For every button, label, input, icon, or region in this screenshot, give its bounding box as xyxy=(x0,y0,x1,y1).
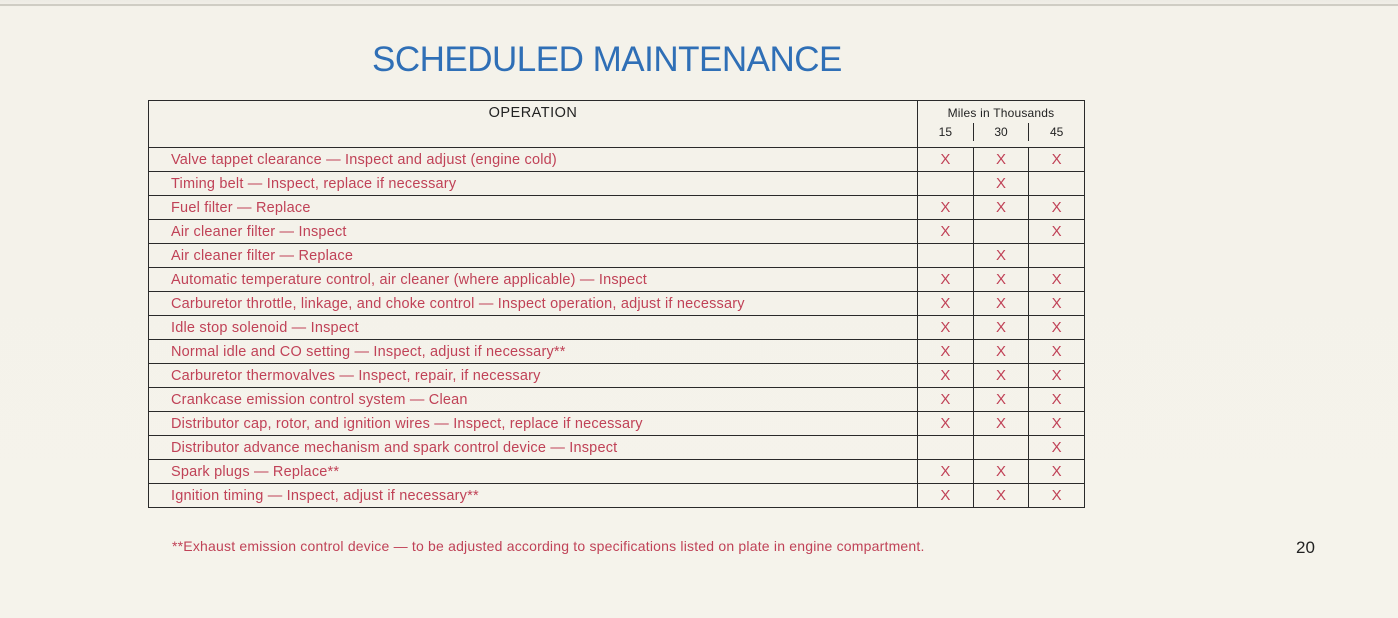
interval-mark-15: X xyxy=(918,268,974,292)
interval-mark-30: X xyxy=(973,388,1029,412)
interval-mark-45: X xyxy=(1029,292,1085,316)
interval-mark-45: X xyxy=(1029,460,1085,484)
table-row xyxy=(149,172,1085,196)
interval-mark-30: X xyxy=(973,316,1029,340)
interval-mark-30: X xyxy=(973,148,1029,172)
interval-mark-15: X xyxy=(918,148,974,172)
interval-mark-15: X xyxy=(918,412,974,436)
table-row xyxy=(149,196,1085,220)
interval-mark-15: X xyxy=(918,292,974,316)
operation-cell: Carburetor thermovalves — Inspect, repair, if necessary xyxy=(149,364,918,388)
interval-mark-30: X xyxy=(973,268,1029,292)
table-header-row xyxy=(149,101,1085,148)
interval-mark-45: X xyxy=(1029,340,1085,364)
maintenance-table xyxy=(148,100,1085,508)
interval-mark-45 xyxy=(1029,244,1085,268)
interval-mark-30: X xyxy=(973,244,1029,268)
interval-mark-15: X xyxy=(918,388,974,412)
interval-mark-15 xyxy=(918,172,974,196)
miles-header xyxy=(918,101,1085,148)
operation-cell: Distributor cap, rotor, and ignition wires — Inspect, replace if necessary xyxy=(149,412,918,436)
interval-mark-45: X xyxy=(1029,484,1085,508)
interval-mark-30 xyxy=(973,436,1029,460)
table-row xyxy=(149,316,1085,340)
operation-cell: Distributor advance mechanism and spark control device — Inspect xyxy=(149,436,918,460)
operation-cell: Fuel filter — Replace xyxy=(149,196,918,220)
interval-mark-30 xyxy=(973,220,1029,244)
table-body xyxy=(149,148,1085,508)
table-row xyxy=(149,268,1085,292)
mileage-column-30: 30 xyxy=(973,123,1029,141)
interval-mark-45: X xyxy=(1029,268,1085,292)
interval-mark-45: X xyxy=(1029,148,1085,172)
table-row xyxy=(149,412,1085,436)
interval-mark-45: X xyxy=(1029,220,1085,244)
table-row xyxy=(149,340,1085,364)
operation-cell: Air cleaner filter — Inspect xyxy=(149,220,918,244)
operation-cell: Spark plugs — Replace** xyxy=(149,460,918,484)
table-row xyxy=(149,148,1085,172)
interval-mark-15: X xyxy=(918,316,974,340)
interval-mark-30: X xyxy=(973,484,1029,508)
interval-mark-30: X xyxy=(973,412,1029,436)
operation-cell: Normal idle and CO setting — Inspect, adjust if necessary** xyxy=(149,340,918,364)
interval-mark-30: X xyxy=(973,172,1029,196)
table-row xyxy=(149,388,1085,412)
mileage-columns xyxy=(918,123,1084,141)
mileage-column-45: 45 xyxy=(1028,123,1084,141)
interval-mark-15: X xyxy=(918,196,974,220)
interval-mark-15 xyxy=(918,244,974,268)
operation-cell: Timing belt — Inspect, replace if necessary xyxy=(149,172,918,196)
operation-cell: Valve tappet clearance — Inspect and adjust (engine cold) xyxy=(149,148,918,172)
mileage-column-15: 15 xyxy=(938,125,953,139)
interval-mark-15: X xyxy=(918,220,974,244)
operation-cell: Crankcase emission control system — Clean xyxy=(149,388,918,412)
interval-mark-30: X xyxy=(973,460,1029,484)
interval-mark-45 xyxy=(1029,172,1085,196)
interval-mark-15: X xyxy=(918,460,974,484)
table-row xyxy=(149,484,1085,508)
table-row xyxy=(149,436,1085,460)
table-row xyxy=(149,244,1085,268)
interval-mark-45: X xyxy=(1029,388,1085,412)
interval-mark-30: X xyxy=(973,340,1029,364)
interval-mark-45: X xyxy=(1029,316,1085,340)
table-row xyxy=(149,364,1085,388)
page-title: SCHEDULED MAINTENANCE xyxy=(372,40,842,79)
operation-cell: Air cleaner filter — Replace xyxy=(149,244,918,268)
interval-mark-30: X xyxy=(973,292,1029,316)
table-row xyxy=(149,460,1085,484)
table-row xyxy=(149,292,1085,316)
operation-cell: Idle stop solenoid — Inspect xyxy=(149,316,918,340)
operation-cell: Carburetor throttle, linkage, and choke control — Inspect operation, adjust if necessary xyxy=(149,292,918,316)
footnote: **Exhaust emission control device — to be adjusted according to specifications listed on plate in engine compartment. xyxy=(172,538,925,554)
interval-mark-45: X xyxy=(1029,364,1085,388)
interval-mark-15: X xyxy=(918,364,974,388)
page-number: 20 xyxy=(1296,538,1315,557)
interval-mark-45: X xyxy=(1029,196,1085,220)
interval-mark-45: X xyxy=(1029,436,1085,460)
operation-header: OPERATION xyxy=(149,101,918,148)
miles-header-title: Miles in Thousands xyxy=(947,106,1055,120)
interval-mark-15: X xyxy=(918,484,974,508)
table-row xyxy=(149,220,1085,244)
operation-cell: Automatic temperature control, air cleaner (where applicable) — Inspect xyxy=(149,268,918,292)
interval-mark-15 xyxy=(918,436,974,460)
top-rule xyxy=(0,4,1398,6)
interval-mark-45: X xyxy=(1029,412,1085,436)
interval-mark-30: X xyxy=(973,196,1029,220)
interval-mark-30: X xyxy=(973,364,1029,388)
interval-mark-15: X xyxy=(918,340,974,364)
operation-cell: Ignition timing — Inspect, adjust if necessary** xyxy=(149,484,918,508)
